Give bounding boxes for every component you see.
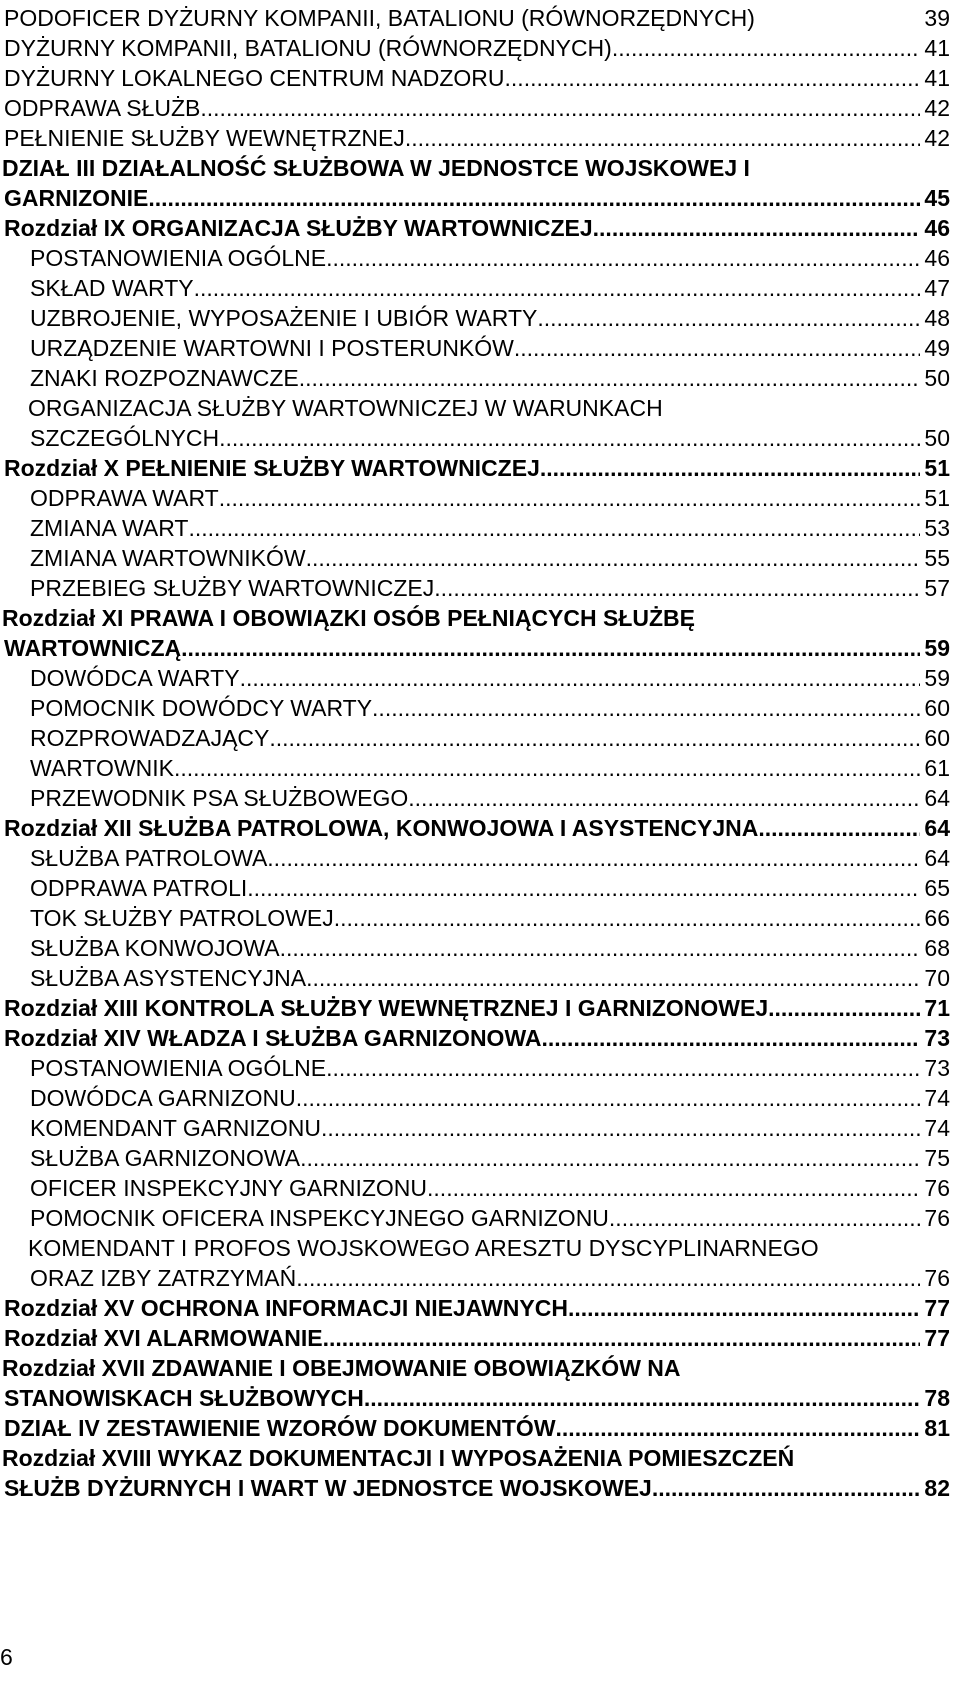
toc-entry-title: OFICER INSPEKCYJNY GARNIZONU	[30, 1175, 428, 1201]
toc-leader-dots	[405, 123, 921, 153]
toc-leader-dots	[755, 3, 920, 33]
toc-entry-title: DYŻURNY KOMPANII, BATALIONU (RÓWNORZĘDNYCH)	[4, 35, 612, 61]
toc-leader-dots	[364, 1383, 921, 1413]
toc-page-number: 78	[924, 1385, 950, 1411]
toc-entry-title: PRZEWODNIK PSA SŁUŻBOWEGO	[30, 785, 409, 811]
toc-entry[interactable]	[0, 513, 960, 543]
toc-entry[interactable]	[0, 243, 960, 273]
toc-entry[interactable]	[0, 303, 960, 333]
toc-entry-line	[0, 393, 960, 423]
toc-entry-text: ORGANIZACJA SŁUŻBY WARTOWNICZEJ W WARUNKACH	[28, 395, 663, 421]
toc-entry-text: DZIAŁ III DZIAŁALNOŚĆ SŁUŻBOWA W JEDNOSTCE WOJSKOWEJ I	[2, 155, 750, 181]
toc-leader-dots	[505, 63, 921, 93]
toc-page-number: 82	[924, 1475, 950, 1501]
toc-entry[interactable]	[0, 123, 960, 153]
toc-entry[interactable]	[0, 873, 960, 903]
toc-page-number: 73	[924, 1025, 950, 1051]
toc-entry[interactable]	[0, 453, 960, 483]
toc-entry-title: ODPRAWA PATROLI	[30, 875, 248, 901]
toc-entry-title: SŁUŻBA KONWOJOWA	[30, 935, 280, 961]
toc-leader-dots	[434, 573, 920, 603]
toc-leader-dots	[758, 813, 920, 843]
toc-entry[interactable]	[0, 273, 960, 303]
toc-page-number: 42	[924, 95, 950, 121]
toc-page-number: 77	[924, 1325, 950, 1351]
toc-entry-title: PODOFICER DYŻURNY KOMPANII, BATALIONU (RÓWNORZĘDNYCH)	[4, 5, 755, 31]
toc-entry-title: SŁUŻB DYŻURNYCH I WART W JEDNOSTCE WOJSKOWEJ	[4, 1475, 652, 1501]
toc-entry[interactable]	[0, 213, 960, 243]
toc-page-number: 41	[924, 35, 950, 61]
toc-page-number: 66	[924, 905, 950, 931]
toc-leader-dots	[768, 993, 920, 1023]
toc-entry[interactable]	[0, 1173, 960, 1203]
toc-page-number: 42	[924, 125, 950, 151]
toc-leader-dots	[326, 1053, 920, 1083]
toc-page-number: 59	[924, 665, 950, 691]
toc-page-number: 59	[924, 635, 950, 661]
toc-entry[interactable]	[0, 1473, 960, 1503]
toc-leader-dots	[219, 483, 921, 513]
toc-leader-dots	[247, 873, 920, 903]
toc-page-number: 51	[924, 485, 950, 511]
toc-entry-line	[0, 603, 960, 633]
toc-entry[interactable]	[0, 3, 960, 33]
toc-leader-dots	[609, 1203, 920, 1233]
toc-entry-title: STANOWISKACH SŁUŻBOWYCH	[4, 1385, 364, 1411]
toc-page-number: 81	[924, 1415, 950, 1441]
toc-entry[interactable]	[0, 663, 960, 693]
toc-entry-title-line	[0, 393, 663, 423]
toc-page-number: 64	[924, 785, 950, 811]
toc-page-number: 76	[924, 1265, 950, 1291]
toc-entry[interactable]	[0, 1203, 960, 1233]
toc-leader-dots	[280, 933, 921, 963]
toc-page-number: 49	[924, 335, 950, 361]
toc-entry-title: ODPRAWA SŁUŻB	[4, 95, 201, 121]
toc-entry-title: PEŁNIENIE SŁUŻBY WEWNĘTRZNEJ	[4, 125, 405, 151]
toc-entry[interactable]	[0, 633, 960, 663]
toc-entry[interactable]	[0, 1293, 960, 1323]
toc-leader-dots	[188, 513, 920, 543]
toc-entry-title: URZĄDZENIE WARTOWNI I POSTERUNKÓW	[30, 335, 514, 361]
toc-page-number: 75	[924, 1145, 950, 1171]
toc-entry-title: POMOCNIK DOWÓDCY WARTY	[30, 695, 373, 721]
toc-leader-dots	[542, 1023, 921, 1053]
toc-entry[interactable]	[0, 813, 960, 843]
toc-page-number: 51	[924, 455, 950, 481]
toc-entry-title: DOWÓDCA WARTY	[30, 665, 240, 691]
toc-entry[interactable]	[0, 1263, 960, 1293]
table-of-contents	[0, 3, 960, 1503]
toc-entry[interactable]	[0, 63, 960, 93]
toc-page-number: 61	[924, 755, 950, 781]
toc-entry-text: Rozdział XVII ZDAWANIE I OBEJMOWANIE OBOWIĄZKÓW NA	[2, 1355, 681, 1381]
toc-entry[interactable]	[0, 1023, 960, 1053]
toc-leader-dots	[540, 453, 921, 483]
toc-leader-dots	[408, 783, 920, 813]
toc-entry[interactable]	[0, 1113, 960, 1143]
toc-page-number: 77	[924, 1295, 950, 1321]
toc-entry[interactable]	[0, 573, 960, 603]
toc-leader-dots	[194, 273, 921, 303]
toc-page-number: 57	[924, 575, 950, 601]
toc-page-number: 73	[924, 1055, 950, 1081]
toc-page-number: 53	[924, 515, 950, 541]
toc-leader-dots	[321, 1113, 920, 1143]
toc-page-number: 48	[924, 305, 950, 331]
toc-page-number: 46	[924, 245, 950, 271]
toc-entry[interactable]	[0, 483, 960, 513]
toc-entry-title: KOMENDANT GARNIZONU	[30, 1115, 321, 1141]
toc-page-number: 70	[924, 965, 950, 991]
toc-leader-dots	[334, 903, 921, 933]
toc-leader-dots	[556, 1413, 921, 1443]
toc-leader-dots	[514, 333, 921, 363]
toc-entry-title: ZMIANA WARTOWNIKÓW	[30, 545, 306, 571]
toc-leader-dots	[269, 723, 920, 753]
toc-entry[interactable]	[0, 783, 960, 813]
toc-entry-title: Rozdział XII SŁUŻBA PATROLOWA, KONWOJOWA I ASYSTENCYJNA	[4, 815, 759, 841]
toc-page-number: 76	[924, 1205, 950, 1231]
toc-entry[interactable]	[0, 723, 960, 753]
toc-entry-title-line	[0, 1233, 819, 1263]
toc-leader-dots	[219, 423, 920, 453]
toc-entry-title: Rozdział XVI ALARMOWANIE	[4, 1325, 323, 1351]
toc-page-number: 64	[924, 815, 950, 841]
toc-entry-title: ODPRAWA WART	[30, 485, 219, 511]
toc-entry-title-line	[0, 153, 750, 183]
toc-page-number: 65	[924, 875, 950, 901]
toc-entry-title: WARTOWNICZĄ	[4, 635, 182, 661]
toc-leader-dots	[296, 1083, 921, 1113]
toc-entry[interactable]	[0, 1083, 960, 1113]
toc-entry-title: ORAZ IZBY ZATRZYMAŃ	[30, 1265, 297, 1291]
toc-entry[interactable]	[0, 993, 960, 1023]
toc-leader-dots	[372, 693, 920, 723]
toc-entry[interactable]	[0, 1053, 960, 1083]
toc-leader-dots	[537, 303, 920, 333]
toc-leader-dots	[200, 93, 920, 123]
toc-entry-title: UZBROJENIE, WYPOSAŻENIE I UBIÓR WARTY	[30, 305, 538, 331]
toc-entry[interactable]	[0, 543, 960, 573]
toc-entry-title: Rozdział IX ORGANIZACJA SŁUŻBY WARTOWNICZEJ	[4, 215, 593, 241]
toc-page-number: 76	[924, 1175, 950, 1201]
toc-leader-dots	[568, 1293, 920, 1323]
toc-entry[interactable]	[0, 933, 960, 963]
toc-entry-title: Rozdział XIII KONTROLA SŁUŻBY WEWNĘTRZNEJ I GARNIZONOWEJ	[4, 995, 769, 1021]
toc-entry[interactable]	[0, 753, 960, 783]
toc-leader-dots	[267, 843, 920, 873]
toc-leader-dots	[306, 963, 920, 993]
toc-page-number: 64	[924, 845, 950, 871]
toc-leader-dots	[612, 33, 921, 63]
toc-leader-dots	[181, 633, 920, 663]
toc-entry-line	[0, 1443, 960, 1473]
toc-entry-text: KOMENDANT I PROFOS WOJSKOWEGO ARESZTU DYSCYPLINARNEGO	[28, 1235, 819, 1261]
toc-leader-dots	[326, 243, 920, 273]
toc-entry-title: POMOCNIK OFICERA INSPEKCYJNEGO GARNIZONU	[30, 1205, 609, 1231]
toc-entry-title: ZMIANA WART	[30, 515, 189, 541]
toc-entry[interactable]	[0, 333, 960, 363]
toc-entry-title: SZCZEGÓLNYCH	[30, 425, 220, 451]
toc-entry[interactable]	[0, 843, 960, 873]
toc-page-number: 41	[924, 65, 950, 91]
toc-entry[interactable]	[0, 903, 960, 933]
toc-entry-title: POSTANOWIENIA OGÓLNE	[30, 245, 327, 271]
toc-entry-title-line	[0, 1353, 681, 1383]
toc-leader-dots	[323, 1323, 921, 1353]
toc-entry-title: PRZEBIEG SŁUŻBY WARTOWNICZEJ	[30, 575, 435, 601]
toc-leader-dots	[652, 1473, 921, 1503]
toc-entry-line	[0, 153, 960, 183]
toc-page-number: 46	[924, 215, 950, 241]
toc-page-number: 47	[924, 275, 950, 301]
toc-entry-title: ZNAKI ROZPOZNAWCZE	[30, 365, 299, 391]
toc-leader-dots	[306, 543, 921, 573]
toc-page-number: 60	[924, 695, 950, 721]
toc-leader-dots	[299, 363, 921, 393]
toc-entry-title: TOK SŁUŻBY PATROLOWEJ	[30, 905, 334, 931]
toc-page-number: 55	[924, 545, 950, 571]
toc-entry[interactable]	[0, 33, 960, 63]
toc-leader-dots	[593, 213, 921, 243]
toc-page-number: 71	[924, 995, 950, 1021]
toc-entry-title: DYŻURNY LOKALNEGO CENTRUM NADZORU	[4, 65, 505, 91]
toc-entry-title: SŁUŻBA PATROLOWA	[30, 845, 268, 871]
toc-entry-title: Rozdział XV OCHRONA INFORMACJI NIEJAWNYCH	[4, 1295, 568, 1321]
toc-entry-title: GARNIZONIE	[4, 185, 149, 211]
toc-entry-title: DZIAŁ IV ZESTAWIENIE WZORÓW DOKUMENTÓW	[4, 1415, 556, 1441]
toc-page-number: 60	[924, 725, 950, 751]
toc-entry-title: WARTOWNIK	[30, 755, 174, 781]
toc-entry[interactable]	[0, 363, 960, 393]
toc-page-number: 45	[924, 185, 950, 211]
toc-entry[interactable]	[0, 693, 960, 723]
toc-entry-title: SKŁAD WARTY	[30, 275, 194, 301]
toc-entry[interactable]	[0, 963, 960, 993]
toc-entry-title: DOWÓDCA GARNIZONU	[30, 1085, 296, 1111]
toc-entry-title: SŁUŻBA GARNIZONOWA	[30, 1145, 301, 1171]
toc-page-number: 68	[924, 935, 950, 961]
toc-entry[interactable]	[0, 183, 960, 213]
toc-leader-dots	[240, 663, 921, 693]
toc-leader-dots	[148, 183, 920, 213]
toc-entry[interactable]	[0, 1413, 960, 1443]
toc-entry-title: Rozdział XIV WŁADZA I SŁUŻBA GARNIZONOWA	[4, 1025, 542, 1051]
toc-leader-dots	[174, 753, 920, 783]
toc-entry-text: Rozdział XVIII WYKAZ DOKUMENTACJI I WYPOSAŻENIA POMIESZCZEŃ	[2, 1445, 795, 1471]
toc-entry-title-line	[0, 603, 695, 633]
toc-entry[interactable]	[0, 1143, 960, 1173]
toc-entry[interactable]	[0, 423, 960, 453]
toc-entry-title: ROZPROWADZAJĄCY	[30, 725, 270, 751]
page-number: 6	[0, 1644, 13, 1670]
toc-entry[interactable]	[0, 93, 960, 123]
toc-entry-text: Rozdział XI PRAWA I OBOWIĄZKI OSÓB PEŁNIĄCYCH SŁUŻBĘ	[2, 605, 696, 631]
toc-page-number: 74	[924, 1115, 950, 1141]
toc-leader-dots	[296, 1263, 920, 1293]
toc-entry-title: Rozdział X PEŁNIENIE SŁUŻBY WARTOWNICZEJ	[4, 455, 540, 481]
toc-page-number: 39	[924, 5, 950, 31]
toc-entry-title: SŁUŻBA ASYSTENCYJNA	[30, 965, 307, 991]
toc-page-number: 50	[924, 425, 950, 451]
toc-entry-line	[0, 1353, 960, 1383]
toc-leader-dots	[300, 1143, 920, 1173]
toc-leader-dots	[427, 1173, 920, 1203]
toc-entry-line	[0, 1233, 960, 1263]
toc-entry-title-line	[0, 1443, 794, 1473]
toc-page-number: 50	[924, 365, 950, 391]
toc-entry-title: POSTANOWIENIA OGÓLNE	[30, 1055, 327, 1081]
toc-page-number: 74	[924, 1085, 950, 1111]
toc-entry[interactable]	[0, 1323, 960, 1353]
toc-entry[interactable]	[0, 1383, 960, 1413]
